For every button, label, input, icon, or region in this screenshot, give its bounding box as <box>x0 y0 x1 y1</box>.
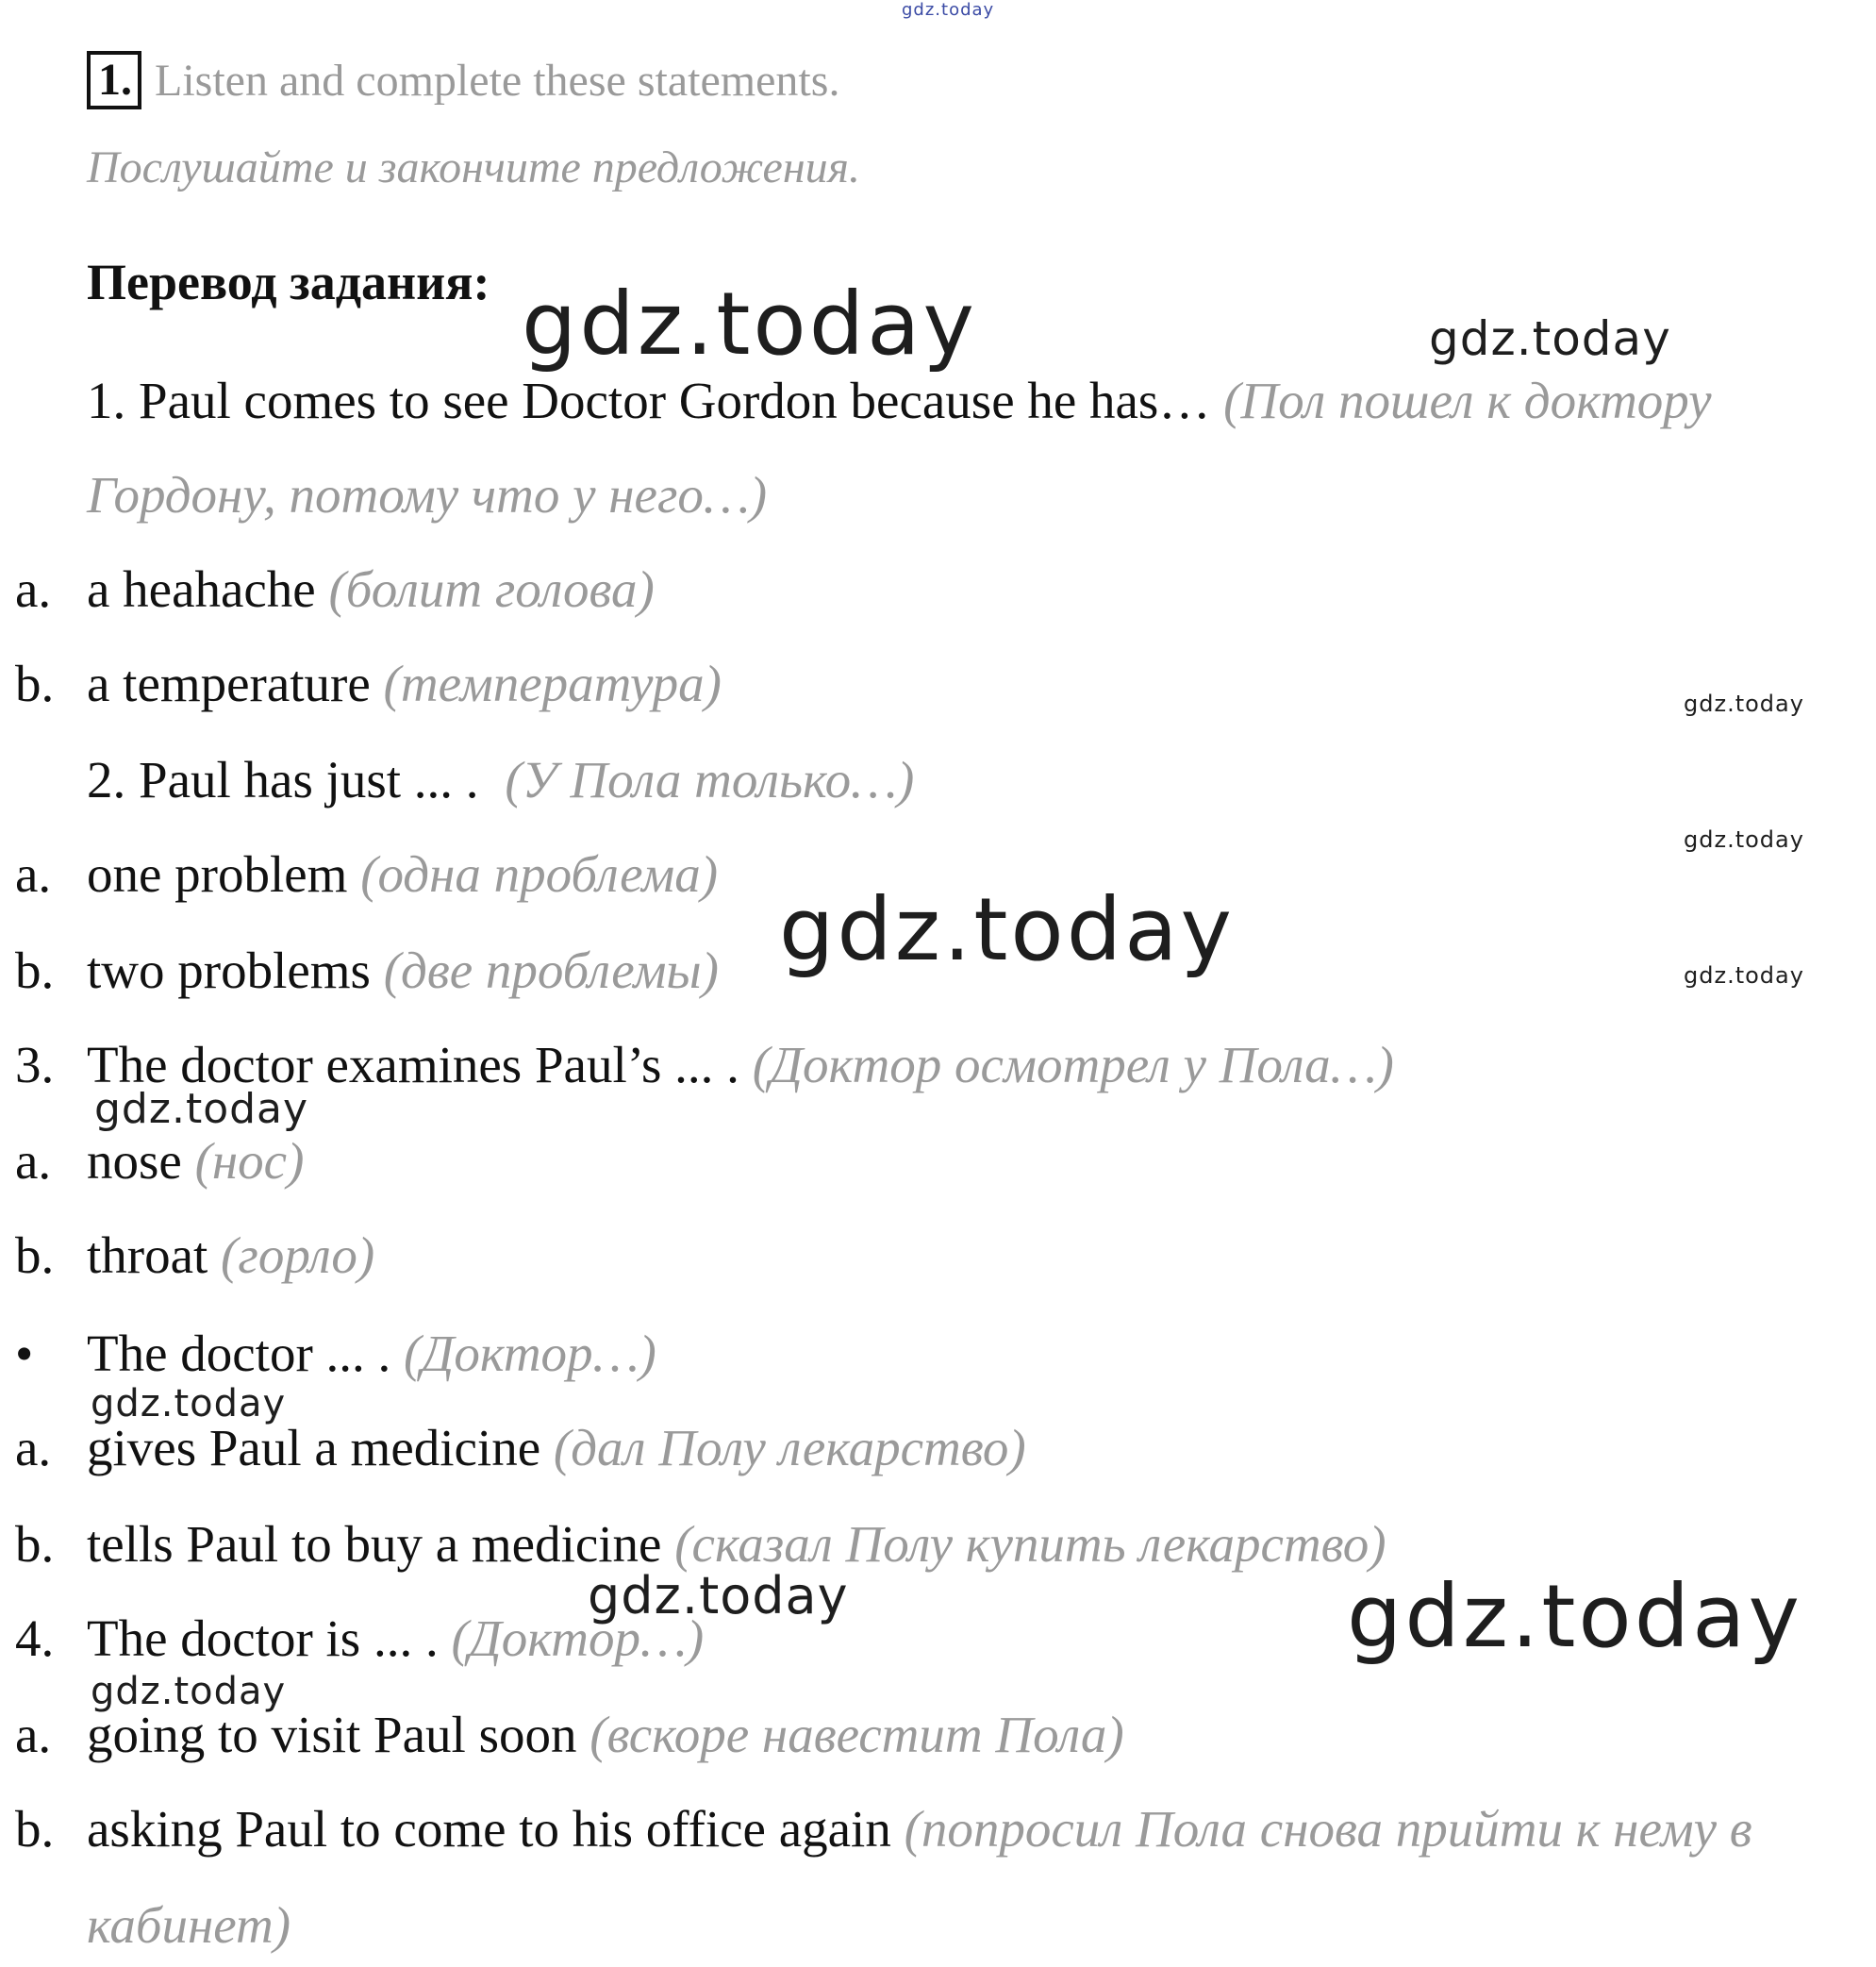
watermark: gdz.today <box>91 1382 287 1425</box>
option-1b <box>87 651 722 717</box>
question-bullet-translation: (Доктор…) <box>404 1325 656 1382</box>
task-number-suffix: . <box>121 55 132 105</box>
watermark: gdz.today <box>91 1670 287 1713</box>
option-translation: (нос) <box>194 1132 305 1190</box>
option-translation: (вскоре навестит Пола) <box>589 1706 1124 1763</box>
option-marker: b. <box>15 1226 55 1284</box>
question-4-translation: (Доктор…) <box>451 1609 705 1667</box>
option-text: two problems <box>87 942 371 999</box>
option-marker: a. <box>15 845 52 903</box>
option-4b-translation-cont: кабинет) <box>87 1896 291 1954</box>
watermark: gdz.today <box>1684 691 1804 717</box>
task-number: 1 <box>98 55 121 105</box>
option-text: a heahache <box>87 560 316 618</box>
option-3b <box>87 1223 374 1289</box>
option-marker: b. <box>15 1515 55 1573</box>
option-text: a temperature <box>87 655 371 712</box>
task-title: Listen and complete these statements. <box>155 55 840 106</box>
question-bullet <box>87 1321 656 1387</box>
task-number-box <box>87 51 141 109</box>
option-marker: b. <box>15 1800 55 1858</box>
question-2-text: 2. Paul has just ... . <box>87 751 479 808</box>
option-marker: a. <box>15 1132 52 1190</box>
question-marker: 4. <box>15 1609 55 1667</box>
bullet-marker: • <box>15 1325 34 1382</box>
option-translation: (сказал Полу купить лекарство) <box>674 1515 1386 1573</box>
question-2 <box>87 747 914 813</box>
watermark: gdz.today <box>1684 826 1804 853</box>
option-marker: b. <box>15 655 55 712</box>
question-bullet-text: The doctor ... . <box>87 1325 391 1382</box>
option-2a <box>87 842 718 908</box>
option-translation: (горло) <box>221 1226 375 1284</box>
option-text: tells Paul to buy a medicine <box>87 1515 662 1573</box>
watermark: gdz.today <box>779 879 1235 980</box>
option-text: throat <box>87 1226 208 1284</box>
watermark: gdz.today <box>1684 962 1804 989</box>
option-marker: a. <box>15 1706 52 1763</box>
task-header <box>87 51 839 109</box>
option-translation: (попросил Пола снова прийти к нему в <box>904 1800 1752 1858</box>
option-translation: (одна проблема) <box>360 845 719 903</box>
option-text: going to visit Paul soon <box>87 1706 577 1763</box>
option-2b <box>87 938 719 1004</box>
watermark: gdz.today <box>94 1085 309 1133</box>
option-4b <box>87 1796 1752 1862</box>
option-marker: a. <box>15 1419 52 1476</box>
watermark-top: gdz.today <box>902 0 995 20</box>
option-translation: (температура) <box>383 655 722 712</box>
question-1-text: 1. Paul comes to see Doctor Gordon because he has… <box>87 372 1211 429</box>
task-translation: Послушайте и закончите предложения. <box>87 142 860 192</box>
option-text: gives Paul a medicine <box>87 1419 541 1476</box>
question-1-translation-cont: Гордону, потому что у него…) <box>87 466 768 524</box>
option-text: asking Paul to come to his office again <box>87 1800 891 1858</box>
option-1a <box>87 557 655 623</box>
watermark: gdz.today <box>1347 1566 1802 1667</box>
option-translation: (две проблемы) <box>383 942 720 999</box>
question-3-translation: (Доктор осмотрел у Пола…) <box>752 1036 1394 1093</box>
question-3-text: The doctor examines Paul’s ... . <box>87 1036 739 1093</box>
option-3a <box>87 1128 304 1194</box>
question-marker: 3. <box>15 1036 55 1093</box>
question-1 <box>87 368 1712 434</box>
option-text: nose <box>87 1132 182 1190</box>
watermark: gdz.today <box>522 274 977 375</box>
option-translation: (дал Полу лекарство) <box>553 1419 1026 1476</box>
question-1-translation: (Пол пошел к доктору <box>1223 372 1712 429</box>
question-4-text: The doctor is ... . <box>87 1609 439 1667</box>
option-translation: (болит голова) <box>328 560 655 618</box>
question-2-translation: (У Пола только…) <box>505 751 915 808</box>
option-marker: b. <box>15 942 55 999</box>
option-marker: a. <box>15 560 52 618</box>
watermark: gdz.today <box>588 1566 849 1625</box>
option-text: one problem <box>87 845 348 903</box>
section-heading: Перевод задания: <box>87 254 490 310</box>
watermark: gdz.today <box>1429 311 1671 366</box>
